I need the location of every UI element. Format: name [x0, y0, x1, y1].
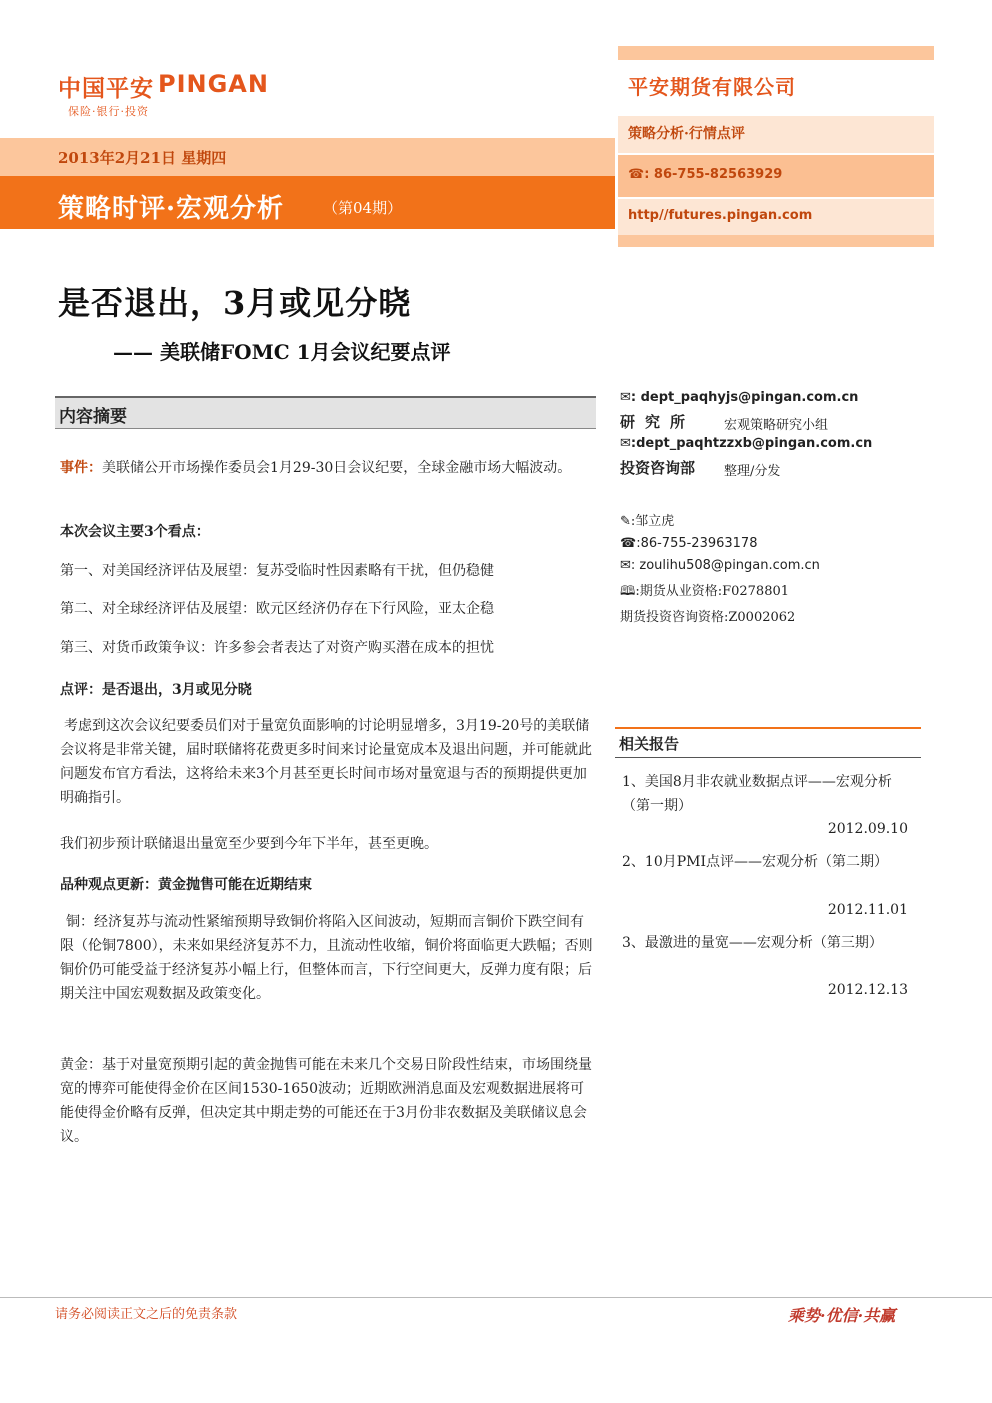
company-tagline: 策略分析·行情点评 — [628, 126, 745, 142]
related-report-1[interactable]: 1、美国8月非农就业数据点评——宏观分析（第一期） — [622, 774, 892, 814]
analyst-name: ✎:邹立虎 — [620, 514, 675, 529]
company-website[interactable]: http//futures.pingan.com — [628, 208, 813, 223]
event-text: 美联储公开市场操作委员会1月29-30日会议纪要，全球金融市场大幅波动。 — [102, 460, 572, 476]
analyst-phone: ☎:86-755-23963178 — [620, 536, 758, 551]
related-reports-heading-bar — [615, 727, 921, 758]
dept-email-2[interactable]: ✉:dept_paqhtzzxb@pingan.com.cn — [620, 436, 873, 451]
dept-2-label: 投资咨询部 — [620, 459, 696, 477]
related-report-2[interactable]: 2、10月PMI点评——宏观分析（第二期） — [622, 854, 889, 870]
summary-heading: 内容摘要 — [59, 407, 127, 427]
point-1: 第一、对美国经济评估及展望：复苏受临时性因素略有干扰，但仍稳健 — [60, 563, 494, 579]
analyst-email[interactable]: ✉: zoulihu508@pingan.com.cn — [620, 558, 820, 573]
report-issue: （第04期） — [323, 199, 403, 217]
view-heading: 品种观点更新：黄金抛售可能在近期结束 — [60, 877, 312, 893]
comment-paragraph-1: 考虑到这次会议纪要委员们对于量宽负面影响的讨论明显增多，3月19-20号的美联储会议将是非常关键，届时联储将花费更多时间来讨论量宽成本及退出问题，并可能就此问题发布官方看法，这将给未来3个月甚至更长时间市场对量宽退与否的预期提供更加明确指引。 — [60, 718, 592, 806]
article-subtitle: —— 美联储FOMC 1月会议纪要点评 — [113, 340, 451, 364]
analyst-qualification-2: 期货投资咨询资格:Z0002062 — [620, 610, 796, 625]
related-report-3-date: 2012.12.13 — [827, 982, 908, 998]
report-series-title: 策略时评·宏观分析 — [58, 194, 285, 224]
article-title: 是否退出，3月或见分晓 — [58, 284, 412, 322]
footer-slogan: 乘势·优信·共赢 — [788, 1306, 896, 1325]
points-heading: 本次会议主要3个看点： — [60, 524, 210, 540]
event-paragraph — [60, 456, 595, 480]
summary-heading-bar — [55, 396, 596, 429]
gold-view: 黄金：基于对量宽预期引起的黄金抛售可能在未来几个交易日阶段性结束，市场围绕量宽的博弈可能使得金价在区间1530-1650波动；近期欧洲消息面及宏观数据进展将可能使得金价略有反弹，但决定其中期走势的可能还在于3月份非农数据及美联储议息会议。 — [60, 1057, 592, 1145]
footer-divider — [0, 1297, 992, 1298]
company-box-bottom-bar — [618, 235, 934, 247]
company-phone: ☎: 86-755-82563929 — [628, 167, 783, 182]
dept-1-value: 宏观策略研究小组 — [724, 418, 829, 433]
company-box-top-bar — [618, 46, 934, 60]
point-3: 第三、对货币政策争议：许多参会者表达了对资产购买潜在成本的担忧 — [60, 640, 494, 656]
comment-heading: 点评：是否退出，3月或见分晓 — [60, 682, 252, 698]
brand-logo-cn: 中国平安 — [58, 76, 154, 102]
related-report-2-date: 2012.11.01 — [827, 902, 908, 918]
related-reports-heading: 相关报告 — [619, 735, 680, 753]
copper-view: 铜：经济复苏与流动性紧缩预期导致铜价将陷入区间波动，短期而言铜价下跌空间有限（伦铜7800），未来如果经济复苏不力，且流动性收缩，铜价将面临更大跌幅；否则铜价仍可能受益于经济复苏小幅上行，但整体而言，下行空间更大，反弹力度有限；后期关注中国宏观数据及政策变化。 — [60, 914, 593, 1002]
report-date: 2013年2月21日 星期四 — [58, 149, 227, 167]
footer-disclaimer[interactable]: 请务必阅读正文之后的免责条款 — [55, 1307, 238, 1322]
analyst-qualification-1: 🕮:期货从业资格:F0278801 — [620, 584, 790, 599]
company-name: 平安期货有限公司 — [628, 75, 796, 99]
dept-2-value: 整理/分发 — [724, 464, 781, 479]
event-label: 事件： — [60, 460, 102, 476]
brand-logo-en: PINGAN — [158, 70, 269, 98]
point-2: 第二、对全球经济评估及展望：欧元区经济仍存在下行风险，亚太企稳 — [60, 601, 494, 617]
dept-1-label: 研究所 — [620, 413, 696, 431]
dept-email-1[interactable]: ✉: dept_paqhyjs@pingan.com.cn — [620, 390, 859, 405]
related-report-3[interactable]: 3、最激进的量宽——宏观分析（第三期） — [622, 935, 883, 951]
brand-tagline: 保险·银行·投资 — [68, 105, 149, 118]
comment-paragraph-2: 我们初步预计联储退出量宽至少要到今年下半年，甚至更晚。 — [60, 836, 438, 852]
related-report-1-date: 2012.09.10 — [827, 821, 908, 837]
